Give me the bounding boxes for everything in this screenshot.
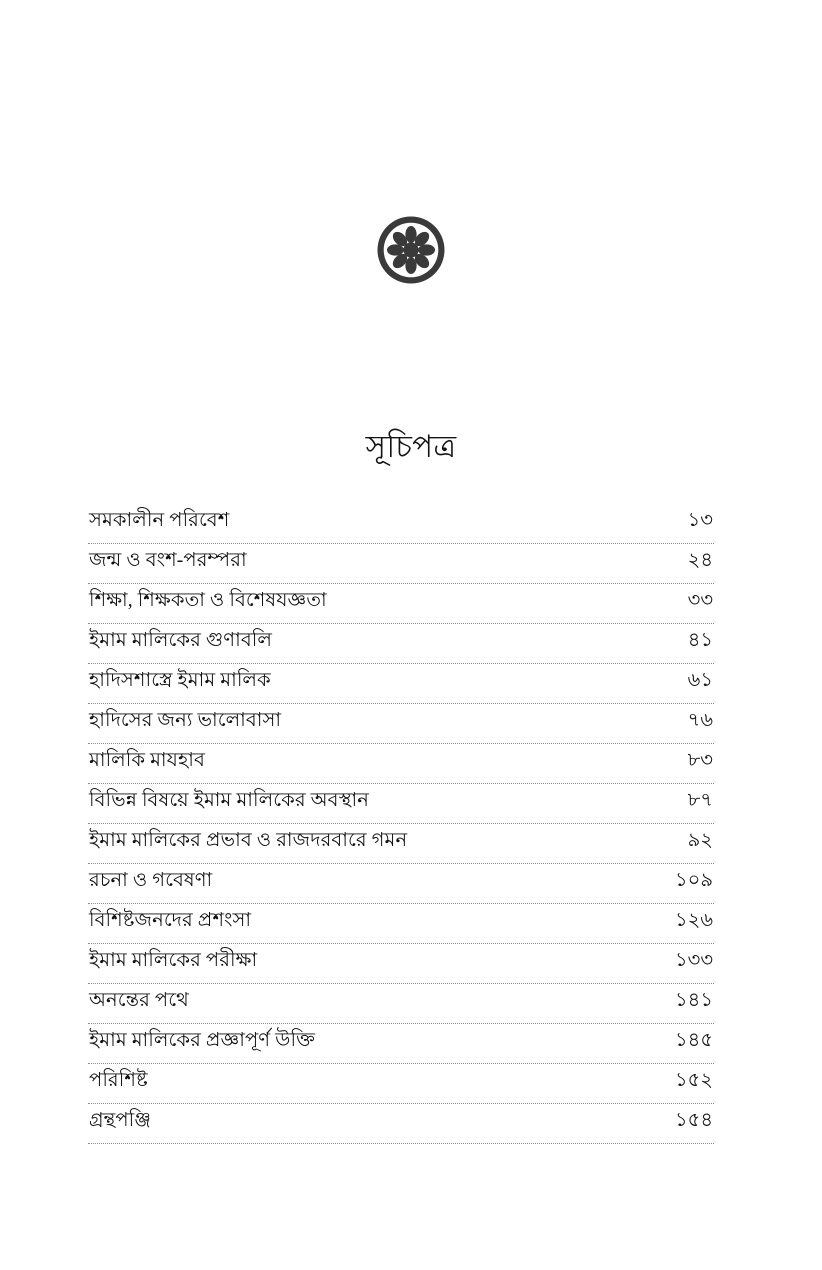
- toc-entry-title: গ্রন্থপঞ্জি: [89, 1110, 151, 1131]
- toc-entry-title: শিক্ষা, শিক্ষকতা ও বিশেষযজ্ঞতা: [89, 590, 327, 611]
- toc-row[interactable]: [88, 944, 714, 984]
- toc-row[interactable]: [88, 744, 714, 784]
- toc-row[interactable]: [88, 904, 714, 944]
- toc-entry-page: ১৫২: [675, 1070, 713, 1091]
- toc-entry-page: ১৩৩: [674, 950, 713, 971]
- toc-row[interactable]: [88, 824, 714, 864]
- toc-entry-page: ২৪: [687, 550, 713, 571]
- toc-entry-title: অনন্তের পথে: [89, 990, 189, 1011]
- toc-row[interactable]: [88, 1064, 714, 1104]
- toc-row[interactable]: [88, 864, 714, 904]
- toc-entry-page: ১২৬: [674, 910, 713, 931]
- toc-row[interactable]: [88, 584, 714, 624]
- toc-entry-title: ইমাম মালিকের গুণাবলি: [89, 630, 273, 651]
- toc-row[interactable]: [88, 704, 714, 744]
- toc-entry-title: সমকালীন পরিবেশ: [89, 510, 230, 531]
- toc-entry-title: মালিকি মাযহাব: [89, 750, 205, 771]
- table-of-contents-list: [88, 504, 714, 1144]
- toc-entry-title: জন্ম ও বংশ-পরম্পরা: [89, 550, 247, 571]
- toc-entry-title: পরিশিষ্ট: [89, 1070, 148, 1091]
- toc-entry-title: ইমাম মালিকের প্রভাব ও রাজদরবারে গমন: [89, 830, 408, 851]
- toc-entry-title: হাদিসশাস্ত্রে ইমাম মালিক: [89, 670, 271, 691]
- toc-entry-page: ৭৬: [687, 710, 713, 731]
- toc-row[interactable]: [88, 544, 714, 584]
- toc-entry-title: বিভিন্ন বিষয়ে ইমাম মালিকের অবস্থান: [89, 790, 369, 811]
- toc-entry-page: ৬১: [687, 670, 713, 691]
- toc-entry-page: ৮৭: [687, 790, 713, 811]
- toc-entry-page: ৯২: [687, 830, 713, 851]
- page-title: সূচিপত্র: [365, 429, 457, 464]
- toc-entry-title: ইমাম মালিকের পরীক্ষা: [89, 950, 258, 971]
- flower-wheel-ornament: [0, 214, 822, 286]
- toc-row[interactable]: [88, 984, 714, 1024]
- toc-row[interactable]: [88, 1104, 714, 1144]
- toc-entry-page: ১৫৪: [675, 1110, 713, 1131]
- toc-entry-page: ১৪১: [675, 990, 713, 1011]
- toc-row[interactable]: [88, 504, 714, 544]
- toc-entry-title: রচনা ও গবেষণা: [89, 870, 213, 891]
- toc-entry-title: হাদিসের জন্য ভালোবাসা: [89, 710, 282, 731]
- toc-entry-page: ৮৩: [687, 750, 713, 771]
- toc-entry-page: ১৩: [687, 510, 713, 531]
- toc-row[interactable]: [88, 624, 714, 664]
- toc-entry-title: বিশিষ্টজনদের প্রশংসা: [89, 910, 252, 931]
- toc-entry-page: ৪১: [687, 630, 713, 651]
- toc-row[interactable]: [88, 664, 714, 704]
- toc-entry-page: ১৪৫: [675, 1030, 713, 1051]
- toc-row[interactable]: [88, 1024, 714, 1064]
- toc-entry-title: ইমাম মালিকের প্রজ্ঞাপূর্ণ উক্তি: [89, 1030, 316, 1051]
- toc-entry-page: ১০৯: [675, 870, 713, 891]
- toc-entry-page: ৩৩: [687, 590, 713, 611]
- toc-row[interactable]: [88, 784, 714, 824]
